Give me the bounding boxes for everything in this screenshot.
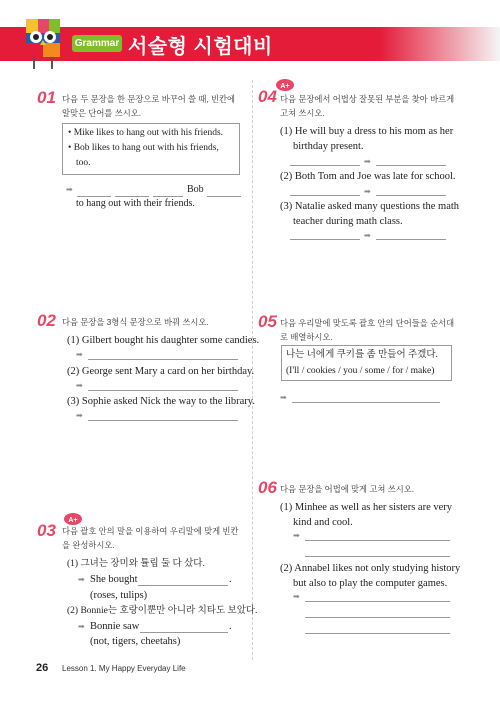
exercise-item: (3) Natalie asked many questions the math: [280, 201, 460, 212]
exercise-item: (1) He will buy a dress to his mom as her: [280, 126, 454, 137]
answer-tail: to hang out with their friends.: [76, 198, 195, 209]
english-prompt: Bonnie saw: [90, 621, 140, 632]
hint-words: (roses, tulips): [90, 590, 148, 601]
exercise-item: (2) Both Tom and Joe was late for school.: [280, 171, 456, 182]
arrow-icon: ➡: [78, 622, 85, 631]
grammar-badge: Grammar: [72, 35, 122, 52]
hint-words: (not, tigers, cheetahs): [90, 636, 181, 647]
arrow-icon: ➡: [66, 185, 73, 194]
header-fade: [380, 27, 500, 61]
arrow-icon: ➡: [364, 231, 371, 240]
answer-blank[interactable]: [207, 196, 241, 197]
period: .: [229, 574, 232, 585]
exercise-item: (1) Gilbert bought his daughter some candies.: [67, 335, 260, 346]
question-number: 04: [258, 87, 277, 106]
arrow-icon: ➡: [76, 350, 83, 359]
exercise-item: birthday present.: [293, 141, 364, 152]
question-number: 06: [258, 478, 277, 497]
header-band: [0, 27, 500, 61]
korean-prompt: (1) 그녀는 장미와 튤립 둘 다 샀다.: [67, 559, 205, 569]
answer-line[interactable]: [88, 390, 238, 391]
arrow-icon: ➡: [78, 575, 85, 584]
box-line: too.: [76, 158, 91, 168]
arrow-icon: ➡: [280, 393, 287, 402]
question-number: 03: [37, 521, 56, 540]
exercise-item: (2) George sent Mary a card on her birthday.: [67, 366, 255, 377]
answer-line[interactable]: [292, 402, 440, 403]
arrow-icon: ➡: [364, 157, 371, 166]
arrow-icon: ➡: [293, 592, 300, 601]
svg-text:A+: A+: [280, 83, 290, 90]
korean-prompt: (2) Bonnie는 호랑이뿐만 아니라 치타도 보았다.: [67, 606, 258, 616]
answer-line[interactable]: [305, 540, 450, 541]
word-bank: (I'll / cookies / you / some / for / make): [286, 366, 435, 376]
question-number: 02: [37, 311, 56, 330]
svg-text:A+: A+: [68, 517, 78, 524]
answer-word: Bob: [187, 184, 204, 195]
korean-sentence: 나는 너에게 쿠키를 좀 만들어 주겠다.: [286, 350, 438, 360]
exercise-item: but also to play the computer games.: [293, 578, 448, 589]
answer-blank[interactable]: [138, 585, 228, 586]
owl-mascot-icon: [20, 13, 66, 71]
english-prompt: She bought: [90, 574, 138, 585]
exercise-item: (1) Minhee as well as her sisters are very: [280, 502, 453, 513]
answer-blank[interactable]: [290, 239, 360, 240]
answer-blank[interactable]: [376, 239, 446, 240]
box-line: • Mike likes to hang out with his friends.: [68, 128, 224, 138]
page-number: 26: [36, 662, 49, 674]
question-instruction: 다음 문장을 3형식 문장으로 바꿔 쓰시오.: [62, 317, 209, 327]
answer-blank[interactable]: [140, 632, 228, 633]
exercise-item: (3) Sophie asked Nick the way to the library.: [67, 396, 255, 407]
answer-line[interactable]: [88, 420, 238, 421]
arrow-icon: ➡: [76, 381, 83, 390]
answer-blank[interactable]: [376, 195, 446, 196]
answer-line[interactable]: [305, 633, 450, 634]
difficulty-badge-icon: [275, 77, 295, 93]
box-line: • Bob likes to hang out with his friends,: [68, 143, 219, 153]
question-instruction: 다음 괄호 안의 말을 이용하여 우리말에 맞게 빈칸을 완성하시오.: [62, 526, 239, 550]
question-instruction: 다음 두 문장을 한 문장으로 바꾸어 쓸 때, 빈칸에 알맞은 단어를 쓰시오.: [62, 94, 236, 118]
arrow-icon: ➡: [293, 531, 300, 540]
question-number: 05: [258, 312, 277, 331]
answer-line[interactable]: [305, 601, 450, 602]
arrow-icon: ➡: [364, 187, 371, 196]
lesson-title: Lesson 1. My Happy Everyday Life: [62, 664, 186, 673]
question-instruction: 다음 문장에서 어법상 잘못된 부분을 찾아 바르게 고쳐 쓰시오.: [280, 94, 455, 118]
period: .: [229, 621, 232, 632]
exercise-item: kind and cool.: [293, 517, 353, 528]
answer-blank[interactable]: [376, 165, 446, 166]
exercise-item: (2) Annabel likes not only studying history: [280, 563, 461, 574]
answer-line[interactable]: [305, 556, 450, 557]
answer-line[interactable]: [305, 617, 450, 618]
question-instruction: 다음 우리말에 맞도록 괄호 안의 단어들을 순서대로 배열하시오.: [280, 318, 455, 342]
answer-blank[interactable]: [290, 165, 360, 166]
exercise-item: teacher during math class.: [293, 216, 403, 227]
arrow-icon: ➡: [76, 411, 83, 420]
question-instruction: 다음 문장을 어법에 맞게 고쳐 쓰시오.: [280, 484, 415, 494]
question-number: 01: [37, 88, 56, 107]
answer-blank[interactable]: [290, 195, 360, 196]
answer-line[interactable]: [88, 359, 238, 360]
page-title: 서술형 시험대비: [128, 36, 273, 58]
